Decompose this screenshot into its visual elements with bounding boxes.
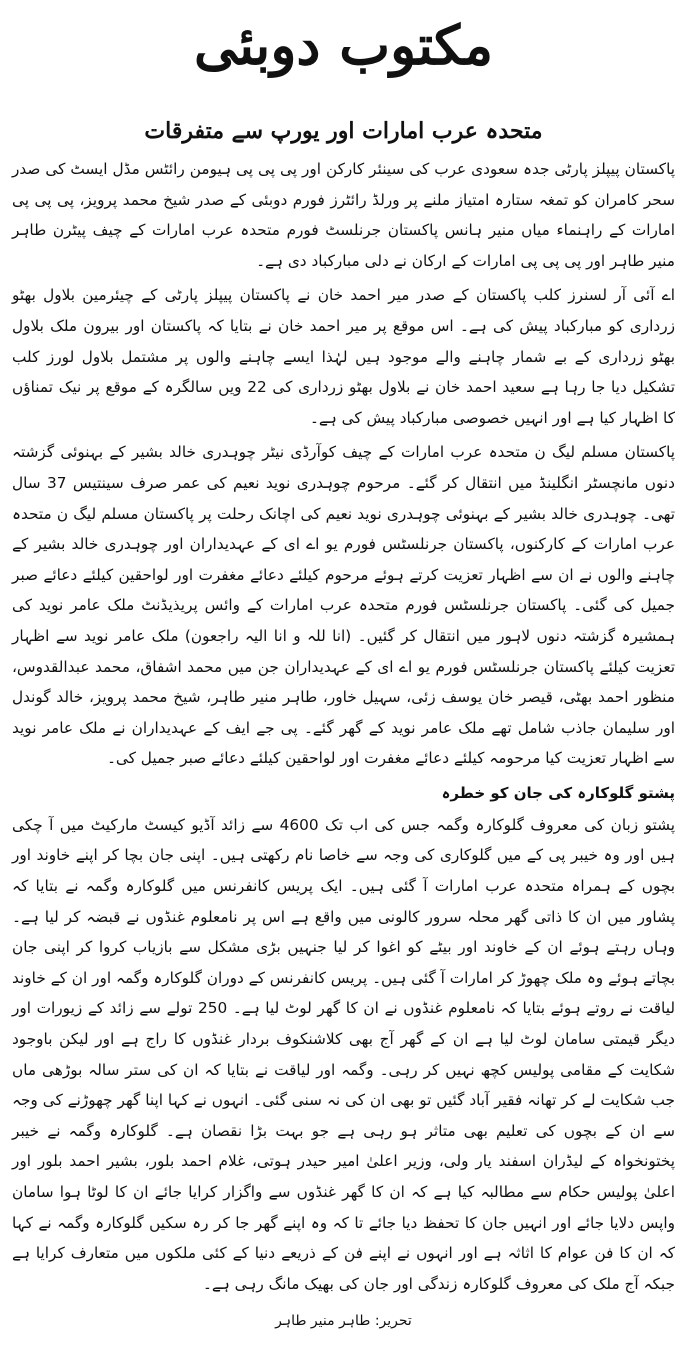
paragraph-bilawal-club: اے آئی آر لسنرز کلب پاکستان کے صدر میر احمد خان نے پاکستان پیپلز پارٹی کے چیئرمین بلاول بھٹو زرداری کو مبارکباد پیش کی ہے۔ اس موقع پر میر احمد خان نے بتایا کہ پاکستان اور بیرون ملک بلاول بھٹو زرداری کے بے شمار چاہنے والے موجود ہیں لہٰذا ایسے چاہنے والوں پر مشتمل بلاول لورز کلب تشکیل دیا جا رہا ہے سعید احمد خان نے بلاول بھٹو زرداری کی 22 ویں سالگرہ کے موقع پر نیک تمناؤں کا اظہار کیا ہے اور انہیں خصوصی مبارکباد پیش کی ہے۔ xyxy=(12,286,676,427)
section-subhead: پشتو گلوکارہ کی جان کو خطرہ xyxy=(441,783,675,802)
paragraph-singer-story: پشتو زبان کی معروف گلوکارہ وگمہ جس کی اب تک 4600 سے زائد آڈیو کیسٹ مارکیٹ میں آ چکی ہیں اور وہ خیبر پی کے میں گلوکاری کی وجہ سے خاصا نام رکھتی ہیں۔ اپنی جان بچا کر اپنے خاوند اور بچوں کے ہمراہ متحدہ عرب امارات آ گئی ہیں۔ ایک پریس کانفرنس میں گلوکارہ وگمہ نے بتایا کہ پشاور میں ان کا ذاتی گھر محلہ سرور کالونی میں واقع ہے اس پر نامعلوم غنڈوں نے قبضہ کر لیا ہے۔ وہاں رہتے ہوئے ان کے خاوند اور بیٹے کو اغوا کر لیا جنہیں بڑی مشکل سے بازیاب کروا کر اپنی جان بچاتے ہوئے وہ ملک چھوڑ کر امارات آ گئی ہیں۔ پریس کانفرنس کے دوران گلوکارہ وگمہ اور ان کے خاوند لیاقت نے روتے ہوئے بتایا کہ نامعلوم غنڈوں نے ان کا گھر لوٹ لیا ہے۔ 250 تولے سے زائد کے زیورات اور دیگر قیمتی سامان لوٹ لیا ہے ان کے گھر آج بھی کلاشنکوف بردار غنڈوں کا راج ہے اور لیکن باوجود شکایت کے مقامی پولیس کچھ نہیں کر رہی۔ وگمہ اور لیاقت نے بتایا کہ ان کی ستر سالہ بوڑھی ماں جب شکایت لے کر تھانہ فقیر آباد گئیں تو بھی ان کی نہ سنی گئی۔ انہوں نے کہا اپنا گھر چھوڑنے کی وجہ سے ان کے بچوں کی تعلیم بھی متاثر ہو رہی ہے جو بہت بڑا نقصان ہے۔ گلوکارہ وگمہ نے خیبر پختونخواہ کے لیڈران اسفند یار ولی، وزیر اعلیٰ امیر حیدر ہوتی، غلام احمد بلور، بشیر احمد بلور اور اعلیٰ پولیس حکام سے مطالبہ کیا ہے کہ ان کا گھر غنڈوں سے واگزار کرایا جائے ان کا لوٹا ہوا سامان واپس دلایا جائے اور انہیں جان کا تحفظ دیا جائے تا کہ وہ اپنے گھر جا کر رہ سکیں گلوکارہ وگمہ نے کہا کہ ان کا فن عوام کا اثاثہ ہے اور انہوں نے اپنے فن کے ذریعے دنیا کے کئی ملکوں میں متعارف کرایا ہے جبکہ آج ملک کی معروف گلوکارہ زندگی اور جان کی بھیک مانگ رہی ہے۔ xyxy=(11,815,675,1293)
article-headline: متحدہ عرب امارات اور یورپ سے متفرقات xyxy=(144,118,543,144)
paragraph-award: پاکستان پیپلز پارٹی جدہ سعودی عرب کی سینئر کارکن اور پی پی پی ہیومن رائٹس مڈل ایسٹ کی صدر سحر کامران کو تمغہ ستارہ امتیاز ملنے پر ورلڈ رائٹرز فورم دوبئی کے صدر شیخ محمد پرویز، پی پی پی امارات کے راہنماء میاں منیر ہانس پاکستان جرنلسٹ فورم متحدہ عرب امارات کے چیف پیٹرن طاہر منیر طاہر اور پی پی پی امارات کے ارکان نے دلی مبارکباد دی ہے۔ xyxy=(12,160,675,270)
byline: تحریر: طاہر منیر طاہر xyxy=(275,1313,412,1330)
masthead-title: مکتوب دوبئی xyxy=(193,13,494,77)
paragraph-condolence: پاکستان مسلم لیگ ن متحدہ عرب امارات کے چیف کوآرڈی نیٹر چوہدری خالد بشیر کے بہنوئی گزشتہ دنوں مانچسٹر انگلینڈ میں انتقال کر گئے۔ مرحوم چوہدری نوید نعیم کی عمر صرف سینتیس 37 سال تھی۔ چوہدری خالد بشیر کے بہنوئی چوہدری نوید نعیم کی اچانک رحلت پر پاکستان مسلم لیگ ن متحدہ عرب امارات کے کارکنوں، پاکستان جرنلسٹس فورم یو اے ای کے عہدیداران اور چوہدری خالد بشیر کے چاہنے والوں نے ان سے اظہار تعزیت کرتے ہوئے مرحوم کیلئے دعائے مغفرت اور لواحقین کیلئے دعائے صبر جمیل کی گئی۔ پاکستان جرنلسٹس فورم متحدہ عرب امارات کے وائس پریذیڈنٹ ملک عامر نوید کی ہمشیرہ گزشتہ دنوں لاہور میں انتقال کر گئیں۔ (انا للہ و انا الیہ راجعون) ملک عامر نوید سے اظہار تعزیت کیلئے پاکستان جرنلسٹس فورم یو اے ای کے عہدیداران جن میں محمد اشفاق، محمد عبدالقدوس، منظور احمد بھٹی، قیصر خان یوسف زئی، سہیل خاور، طاہر منیر طاہر، شیخ محمد پرویز، خالد گوندل اور سلیمان جاذب شامل تھے ملک عامر نوید کے گھر گئے۔ پی جے ایف کے عہدیداران نے ملک عامر نوید سے اظہار تعزیت کیا مرحومہ کیلئے دعائے مغفرت اور لواحقین کیلئے دعائے صبر جمیل کی۔ xyxy=(12,443,675,768)
